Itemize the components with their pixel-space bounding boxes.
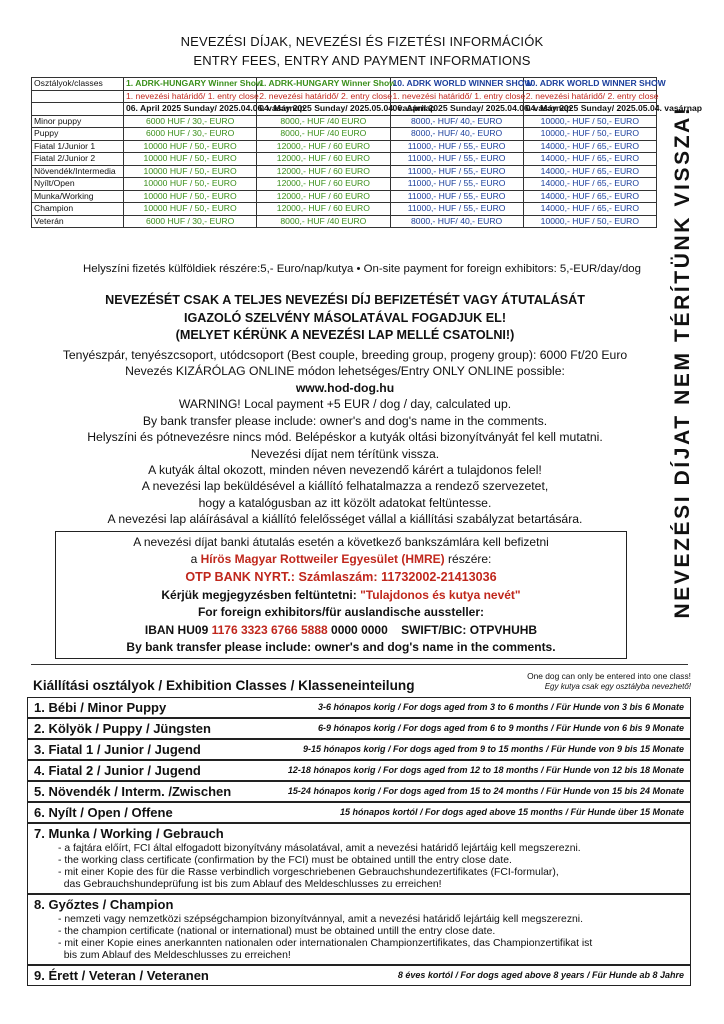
class-rule: - the champion certificate (national or international) must be obtained untill the entry close date.: [58, 926, 496, 937]
fee-cell: 8000,- HUF /40 EURO: [257, 215, 390, 228]
fee-row: [32, 153, 657, 166]
notice-line-2: IGAZOLÓ SZELVÉNY MÁSOLATÁVAL FOGADJUK EL!: [183, 311, 507, 325]
class-cell: Fiatal 1/Junior 1: [32, 140, 124, 153]
fee-cell: 10000 HUF / 50,- EURO: [124, 140, 257, 153]
info-line: WARNING! Local payment +5 EUR / dog / day, calculated up.: [178, 397, 512, 411]
club-name: Hírös Magyar Rottweiler Egyesület (HMRE): [200, 552, 445, 566]
class-name: 2. Kölyök / Puppy / Jüngsten: [34, 721, 211, 736]
deadline-cell: 2. nevezési határidő/ 2. entry close: [257, 90, 390, 103]
bank-account: OTP BANK NYRT.: Számlaszám: 11732002-21413036: [185, 570, 497, 584]
class-row-minor-puppy: [27, 697, 691, 718]
date-cell: [32, 103, 124, 116]
class-row-junior-2: [27, 760, 691, 781]
fee-cell: 10000 HUF / 50,- EURO: [124, 190, 257, 203]
fee-cell: 12000,- HUF / 60 EURO: [257, 190, 390, 203]
bank-comment: Kérjük megjegyzésben feltüntetni: "Tulajdonos és kutya nevét": [161, 588, 521, 602]
fee-cell: 12000,- HUF / 60 EURO: [257, 203, 390, 216]
one-class-note-en: One dog can only be entered into one class!: [527, 671, 691, 681]
fee-cell: 8000,- HUF /40 EURO: [257, 128, 390, 141]
fee-cell: 14000,- HUF / 65,- EURO: [523, 140, 656, 153]
info-line: Helyszíni és pótnevezésre nincs mód. Belépéskor a kutyák oltási bizonyítványát fel kell mutatni.: [87, 430, 603, 444]
fee-cell: 14000,- HUF / 65,- EURO: [523, 178, 656, 191]
class-rule: bis zum Ablauf des Meldeschlusses zu erreichen!: [58, 950, 291, 961]
class-rule: das Gebrauchshundeprüfung ist bis zum Ablauf des Meldeschlusses zu erreichen!: [58, 879, 442, 890]
fee-cell: 6000 HUF / 30,- EURO: [124, 128, 257, 141]
foreign-exhibitors: For foreign exhibitors/für auslandische aussteller:: [197, 605, 485, 619]
fee-cell: 12000,- HUF / 60 EURO: [257, 165, 390, 178]
class-desc: 9-15 hónapos korig / For dogs aged from 9 to 15 months / Für Hunde von 9 bis 15 Monate: [302, 744, 684, 754]
class-desc: 12-18 hónapos korig / For dogs aged from 12 to 18 months / Für Hunde von 12 bis 18 Monate: [287, 765, 684, 775]
class-name: 4. Fiatal 2 / Junior / Jugend: [34, 763, 201, 778]
class-desc: 15-24 hónapos korig / For dogs aged from 15 to 24 months / Für Hunde von 15 bis 24 Monate: [287, 786, 684, 796]
class-cell: Puppy: [32, 128, 124, 141]
website-link[interactable]: www.hod-dog.hu: [295, 381, 395, 395]
fee-row: [32, 203, 657, 216]
date-cell: 04. May 2025 Sunday/ 2025.05.04. vasárnap: [523, 103, 656, 116]
fee-row: [32, 215, 657, 228]
fee-cell: 14000,- HUF / 65,- EURO: [523, 203, 656, 216]
deadline-cell: 1. nevezési határidő/ 1. entry close: [390, 90, 523, 103]
bank-line-1: A nevezési díjat banki átutalás esetén a következő bankszámlára kell befizetni: [133, 535, 549, 549]
fee-cell: 11000,- HUF / 55,- EURO: [390, 165, 523, 178]
class-rule: - a fajtára előírt, FCI által elfogadott bizonyítvány másolatával, amit a nevezési határidő lejártáig kell megszerezni.: [58, 843, 581, 854]
fee-cell: 14000,- HUF / 65,- EURO: [523, 165, 656, 178]
fee-row: [32, 128, 657, 141]
class-desc: 8 éves kortól / For dogs aged above 8 years / Für Hunde ab 8 Jahre: [397, 970, 684, 980]
iban-line: IBAN HU09 1176 3323 6766 5888 0000 0000 SWIFT/BIC: OTPVHUHB: [144, 623, 538, 637]
class-rule: - the working class certificate (confirmation by the FCI) must be obtained untill the entry close date.: [58, 855, 512, 866]
fee-cell: 8000,- HUF /40 EURO: [257, 115, 390, 128]
date-cell: 06. April 2025 Sunday/ 2025.04.06. vasárnap: [124, 103, 257, 116]
header-cell: Osztályok/classes: [32, 78, 124, 91]
fee-cell: 8000,- HUF/ 40,- EURO: [390, 128, 523, 141]
class-rule: - mit einer Kopie des für die Rasse verbindlich vorgeschriebenen Gebrauchshundezertifikates (FCI-formular),: [58, 867, 559, 878]
fee-cell: 10000 HUF / 50,- EURO: [124, 165, 257, 178]
class-row-open: [27, 802, 691, 823]
fee-cell: 10000,- HUF / 50,- EURO: [523, 215, 656, 228]
fee-cell: 14000,- HUF / 65,- EURO: [523, 190, 656, 203]
fee-cell: 10000,- HUF / 50,- EURO: [523, 115, 656, 128]
class-name: 8. Győztes / Champion: [34, 897, 174, 912]
fee-cell: 8000,- HUF/ 40,- EURO: [390, 215, 523, 228]
fee-cell: 10000 HUF / 50,- EURO: [124, 153, 257, 166]
class-desc: 3-6 hónapos korig / For dogs aged from 3 to 6 months / Für Hunde von 3 bis 6 Monate: [317, 702, 684, 712]
fee-row: [32, 165, 657, 178]
info-line: A nevezési lap beküldésével a kiállító felhatalmazza a rendező szervezetet,: [141, 479, 549, 493]
date-cell: 06. April 2025 Sunday/ 2025.04.06. vasárnap: [390, 103, 523, 116]
fee-cell: 12000,- HUF / 60 EURO: [257, 178, 390, 191]
bank-info-box: [55, 531, 627, 659]
page-subtitle: ENTRY FEES, ENTRY AND PAYMENT INFORMATIONS: [193, 53, 531, 68]
classes-heading: Kiállítási osztályok / Exhibition Classes / Klasseneinteilung: [33, 678, 415, 693]
header-cell: 10. ADRK WORLD WINNER SHOW: [523, 78, 656, 91]
fee-cell: 11000,- HUF / 55,- EURO: [390, 203, 523, 216]
notice-line-1: NEVEZÉSÉT CSAK A TELJES NEVEZÉSI DÍJ BEFIZETÉSÉT VAGY ÁTUTALÁSÁT: [105, 293, 585, 307]
class-cell: Champion: [32, 203, 124, 216]
fee-cell: 11000,- HUF / 55,- EURO: [390, 190, 523, 203]
deadline-cell: [32, 90, 124, 103]
info-line: Nevezési díjat nem térítünk vissza.: [250, 447, 440, 461]
info-line: hogy a katalógusban az itt közölt adatokat feltüntesse.: [198, 496, 492, 510]
class-name: 9. Érett / Veteran / Veteranen: [34, 968, 209, 983]
header-cell: 1. ADRK-HUNGARY Winner Show: [257, 78, 390, 91]
vertical-slogan-text: NEVEZÉSI DÍJAT NEM TÉRÍTÜNK VISSZA!: [671, 105, 694, 619]
class-desc: 6-9 hónapos korig / For dogs aged from 6 to 9 months / Für Hunde von 6 bis 9 Monate: [317, 723, 684, 733]
fee-cell: 6000 HUF / 30,- EURO: [124, 215, 257, 228]
fee-cell: 10000 HUF / 50,- EURO: [124, 178, 257, 191]
fee-cell: 11000,- HUF / 55,- EURO: [390, 140, 523, 153]
one-class-note-hu: Egy kutya csak egy osztályba nevezhető!: [544, 682, 691, 691]
class-row-working: [27, 823, 691, 894]
class-cell: Munka/Working: [32, 190, 124, 203]
fee-cell: 10000,- HUF / 50,- EURO: [523, 128, 656, 141]
deadline-row: [32, 90, 657, 103]
header-cell: 1. ADRK-HUNGARY Winner Show: [124, 78, 257, 91]
show-header-row: [32, 78, 657, 91]
transfer-note: By bank transfer please include: owner's and dog's name in the comments.: [126, 640, 556, 654]
class-name: 6. Nyílt / Open / Offene: [34, 805, 173, 820]
deadline-cell: 1. nevezési határidő/ 1. entry close: [124, 90, 257, 103]
fee-cell: 10000 HUF / 50,- EURO: [124, 203, 257, 216]
deadline-cell: 2. nevezési határidő/ 2. entry close: [523, 90, 656, 103]
class-rule: - mit einer Kopie eines anerkannten nationalen oder internationalen Championzertifikates, das Championzertifikat ist: [58, 938, 593, 949]
fee-cell: 6000 HUF / 30,- EURO: [124, 115, 257, 128]
fee-cell: 11000,- HUF / 55,- EURO: [390, 178, 523, 191]
fee-cell: 12000,- HUF / 60 EURO: [257, 153, 390, 166]
fee-cell: 11000,- HUF / 55,- EURO: [390, 153, 523, 166]
class-name: 5. Növendék / Interm. /Zwischen: [34, 784, 232, 799]
onsite-payment-note: Helyszíni fizetés külföldiek részére:5,- Euro/nap/kutya • On-site payment for foreign exhibitors: 5,-EUR/day/dog: [83, 263, 641, 275]
class-name: 3. Fiatal 1 / Junior / Jugend: [34, 742, 201, 757]
class-cell: Növendék/Intermedia: [32, 165, 124, 178]
fee-row: [32, 115, 657, 128]
fee-cell: 8000,- HUF/ 40,- EURO: [390, 115, 523, 128]
class-cell: Minor puppy: [32, 115, 124, 128]
class-name: 7. Munka / Working / Gebrauch: [34, 826, 224, 841]
class-row-junior-1: [27, 739, 691, 760]
fee-row: [32, 178, 657, 191]
fee-cell: 12000,- HUF / 60 EURO: [257, 140, 390, 153]
fee-row: [32, 190, 657, 203]
class-cell: Fiatal 2/Junior 2: [32, 153, 124, 166]
date-cell: 04. May 2025 Sunday/ 2025.05.04. vasárnap: [257, 103, 390, 116]
divider: [31, 664, 688, 665]
info-line: Nevezés KIZÁRÓLAG ONLINE módon lehetséges/Entry ONLY ONLINE possible:: [125, 364, 565, 378]
class-row-intermediate: [27, 781, 691, 802]
fees-table: [31, 77, 703, 228]
class-row-puppy: [27, 718, 691, 739]
bank-line-2: a Hírös Magyar Rottweiler Egyesület (HMRE) részére:: [190, 552, 492, 566]
class-row-veteran: [27, 965, 691, 986]
class-cell: Veterán: [32, 215, 124, 228]
vertical-slogan: [668, 72, 698, 652]
info-line: Tenyészpár, tenyészcsoport, utódcsoport (Best couple, breeding group, progeny group): 6000 Ft/20 Euro: [62, 348, 628, 362]
notice-line-3: (MELYET KÉRÜNK A NEVEZÉSI LAP MELLÉ CSATOLNI!): [175, 328, 515, 342]
page-title: NEVEZÉSI DÍJAK, NEVEZÉSI ÉS FIZETÉSI INFORMÁCIÓK: [180, 34, 544, 49]
fee-cell: 14000,- HUF / 65,- EURO: [523, 153, 656, 166]
info-line: By bank transfer please include: owner's and dog's name in the comments.: [142, 414, 548, 428]
class-cell: Nyílt/Open: [32, 178, 124, 191]
info-line: A kutyák által okozott, minden néven nevezendő kárért a tulajdonos felel!: [148, 463, 542, 477]
class-name: 1. Bébi / Minor Puppy: [34, 700, 167, 715]
date-row: [32, 103, 657, 116]
class-desc: 15 hónapos kortól / For dogs aged above 15 months / Für Hunde über 15 Monate: [339, 807, 684, 817]
info-line: A nevezési lap aláírásával a kiállító felelősséget vállal a kiállítási szabályzat betartására.: [107, 512, 583, 526]
header-cell: 10. ADRK WORLD WINNER SHOW: [390, 78, 523, 91]
fee-row: [32, 140, 657, 153]
class-rule: - nemzeti vagy nemzetközi szépségchampion bizonyítvánnyal, amit a nevezési határidő lejártáig kell megszerezni.: [58, 914, 583, 925]
class-row-champion: [27, 894, 691, 965]
